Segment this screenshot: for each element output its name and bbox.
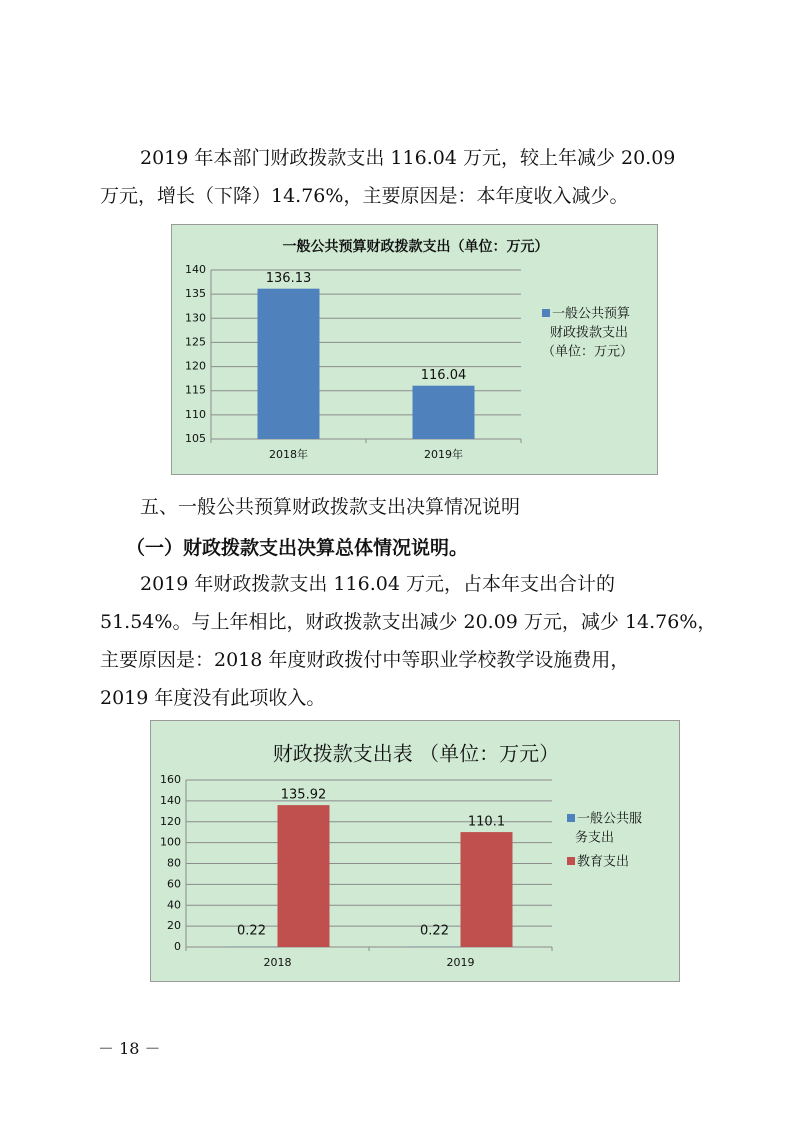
y-tick-label: 130 (185, 311, 206, 325)
text-line: 2019 年度没有此项收入。 (100, 687, 326, 709)
appropriation-expenditure-chart (150, 720, 680, 982)
y-tick-label: 20 (167, 919, 181, 933)
y-tick-label: 100 (160, 835, 181, 849)
y-tick-label: 120 (185, 359, 206, 373)
y-tick-label: 120 (160, 814, 181, 828)
subsection-heading: （一）财政拨款支出决算总体情况说明。 (126, 537, 469, 559)
text-line: 2019 年本部门财政拨款支出 116.04 万元，较上年减少 20.09 (140, 147, 676, 169)
budget-appropriation-chart (171, 224, 658, 475)
x-category-label: 2018 (263, 956, 292, 969)
section-heading: 五、一般公共预算财政拨款支出决算情况说明 (140, 496, 521, 518)
legend-label: 财政拨款支出 (550, 325, 629, 341)
y-tick-label: 80 (167, 856, 181, 870)
x-category-label: 2019 (446, 956, 475, 969)
y-tick-label: 140 (160, 793, 181, 807)
text-line: 51.54%。与上年相比，财政拨款支出减少 20.09 万元，减少 14.76%， (100, 611, 717, 633)
y-tick-label: 40 (167, 898, 181, 912)
paragraph-expenditure-summary (100, 139, 700, 215)
page-number: － 18 － (98, 1039, 161, 1058)
bar (461, 832, 513, 947)
y-tick-label: 60 (167, 877, 181, 891)
text-line: 2019 年财政拨款支出 116.04 万元，占本年支出合计的 (140, 573, 615, 595)
y-tick-label: 125 (185, 335, 206, 349)
data-label: 136.13 (265, 271, 312, 287)
legend-label: 教育支出 (577, 854, 630, 870)
data-label: 110.1 (467, 814, 506, 830)
legend-label: （单位：万元） (542, 344, 634, 360)
legend-swatch (567, 857, 575, 865)
paragraph-expenditure-detail (100, 565, 717, 717)
y-tick-label: 110 (185, 407, 206, 421)
y-tick-label: 115 (185, 383, 206, 397)
y-tick-label: 160 (160, 773, 181, 786)
appropriation-expenditure-chart-svg (151, 721, 681, 983)
legend-swatch (567, 814, 575, 822)
y-tick-label: 0 (174, 940, 181, 953)
chart-title: 一般公共预算财政拨款支出（单位：万元） (282, 239, 549, 255)
legend-swatch (542, 309, 550, 317)
budget-appropriation-chart-svg (172, 225, 659, 476)
text-line: 主要原因是：2018 年度财政拨付中等职业学校教学设施费用， (100, 649, 630, 671)
x-category-label: 2018年 (269, 448, 308, 461)
legend-label: 一般公共预算 (552, 306, 631, 322)
x-category-label: 2019年 (424, 448, 463, 461)
bar (413, 386, 475, 439)
data-label: 135.92 (280, 787, 327, 803)
data-label: 0.22 (237, 923, 266, 939)
y-tick-label: 140 (185, 263, 206, 276)
bar (278, 805, 330, 947)
y-tick-label: 135 (185, 287, 206, 301)
legend-label: 一般公共服 (577, 811, 643, 827)
bar (258, 289, 320, 439)
legend-label: 务支出 (575, 830, 615, 846)
chart-title: 财政拨款支出表 （单位：万元） (272, 741, 560, 766)
data-label: 116.04 (420, 368, 467, 384)
data-label: 0.22 (420, 923, 449, 939)
text-line: 万元，增长（下降）14.76%，主要原因是：本年度收入减少。 (100, 185, 629, 207)
y-tick-label: 105 (185, 432, 206, 445)
